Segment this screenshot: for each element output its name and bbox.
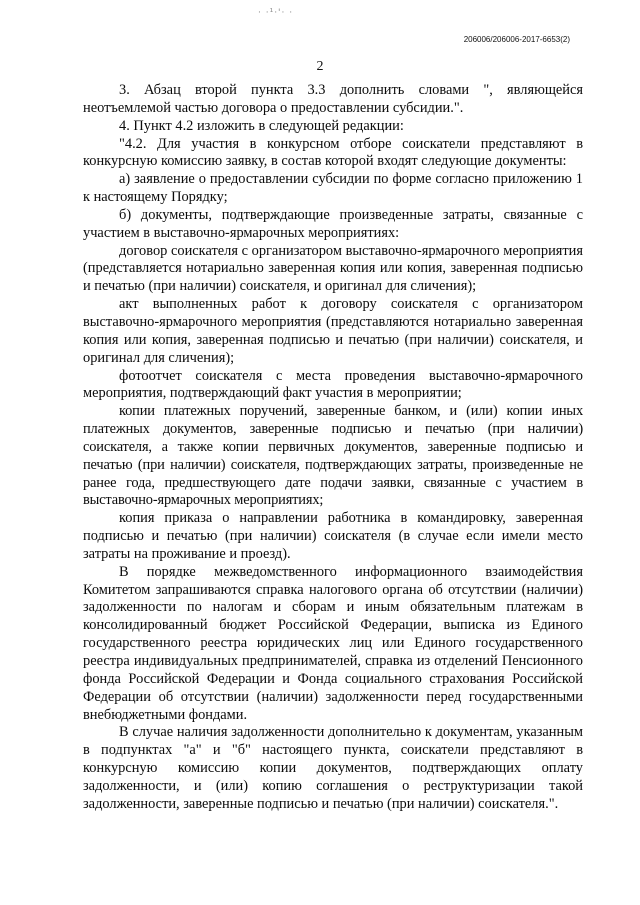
page-number: 2 xyxy=(316,59,324,74)
paragraph-amendment-4: 4. Пункт 4.2 изложить в следующей редакции: xyxy=(119,117,404,134)
paragraph-photo-report: фотоотчет соискателя с места проведения выставочно-ярмарочного мероприятия, подтверждающий факт участия в мероприятии; xyxy=(83,367,583,402)
paragraph-item-a: а) заявление о предоставлении субсидии по форме согласно приложению 1 к настоящему Порядку; xyxy=(83,171,583,206)
scan-mark: · ·¹·'· · xyxy=(258,8,294,18)
document-body xyxy=(83,82,583,814)
paragraph-payment-copies: копии платежных поручений, заверенные банком, и (или) копии иных платежных документов, заверенные подписью и печатью (при наличии) соискателя, а также копии первичных документов, заверенные подписью и печатью (при наличии) соискателя, подтверждающих затраты, произведенные не ранее года, предшествующего дате подачи заявки, связанные с участием в выставочно-ярмарочных мероприятиях; xyxy=(83,403,583,509)
document-id: 206006/206006-2017-6653(2) xyxy=(463,35,570,44)
paragraph-amendment-3: 3. Абзац второй пункта 3.3 дополнить словами ", являющейся неотъемлемой частью договора о предоставлении субсидии.". xyxy=(83,82,583,116)
paragraph-interagency: В порядке межведомственного информационного взаимодействия Комитетом запрашиваются справка налогового органа об отсутствии (наличии) задолженности по налогам и сборам и иным обязательным платежам в консолидированный бюджет Российской Федерации, выписка из Единого государственного реестра юридических лиц или Единого государственного реестра индивидуальных предпринимателей, справка из отделений Пенсионного фонда Российской Федерации и Фонда социального страхования Российской Федерации об отсутствии (наличии) задолженности перед государственными внебюджетными фондами. xyxy=(83,563,583,723)
paragraph-work-act: акт выполненных работ к договору соискателя с организатором выставочно-ярмарочного мероприятия (представляются нотариально заверенная копия или копия, заверенная подписью и печатью (при наличии) соискателя, и оригинал для сличения); xyxy=(83,296,583,366)
paragraph-clause-4-2: "4.2. Для участия в конкурсном отборе соискатели представляют в конкурсную комиссию заявку, в состав которой входят следующие документы: xyxy=(83,135,583,170)
paragraph-debt: В случае наличия задолженности дополнительно к документам, указанным в подпунктах "а" и "б" настоящего пункта, соискатели представляют в конкурсную комиссию копии документов, подтверждающих оплату задолженности, и (или) копию соглашения о реструктуризации такой задолженности, заверенные подписью и печатью (при наличии) соискателя.". xyxy=(83,724,583,812)
paragraph-travel-order: копия приказа о направлении работника в командировку, заверенная подписью и печатью (при наличии) соискателя (в случае если имели место затраты на проживание и проезд). xyxy=(83,510,583,562)
paragraph-contract: договор соискателя с организатором выставочно-ярмарочного мероприятия (представляется нотариально заверенная копия или копия, заверенная подписью и печатью (при наличии) соискателя, и оригинал для сличения); xyxy=(83,242,583,295)
paragraph-item-b: б) документы, подтверждающие произведенные затраты, связанные с участием в выставочно-ярмарочных мероприятиях: xyxy=(83,206,583,241)
